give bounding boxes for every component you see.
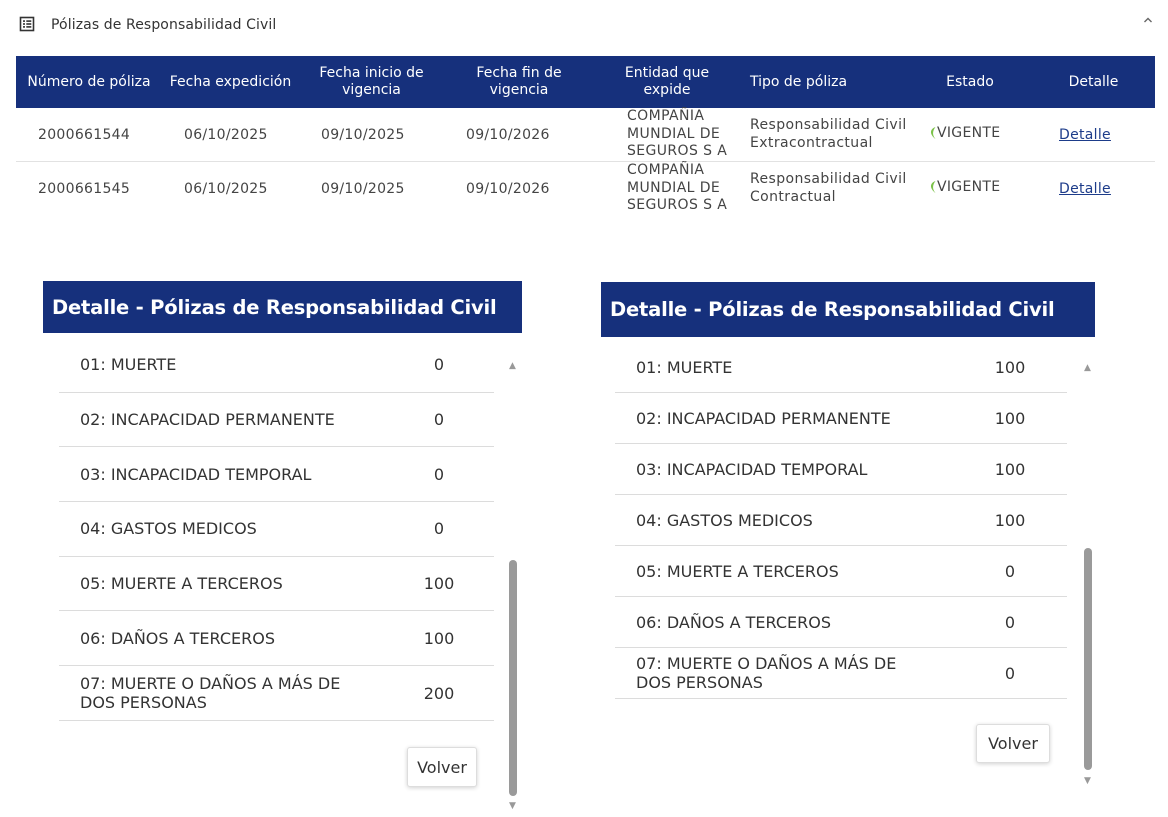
status-badge — [929, 179, 1000, 195]
coverage-row — [59, 557, 494, 612]
policies-table — [16, 56, 1155, 215]
coverage-label: 04: GASTOS MEDICOS — [636, 510, 813, 530]
coverage-row — [59, 502, 494, 557]
coverage-value: 0 — [1004, 612, 1016, 632]
coverage-value: 0 — [433, 355, 445, 375]
col-header-estado[interactable]: Estado — [908, 56, 1032, 108]
scroll-up-arrow-icon[interactable]: ▲ — [509, 361, 516, 371]
coverage-value: 0 — [1004, 663, 1016, 683]
table-header-row — [16, 56, 1155, 108]
status-label: VIGENTE — [937, 179, 1001, 195]
coverage-row — [615, 495, 1067, 546]
detail-cell — [1032, 108, 1155, 162]
policy-type: Responsabilidad Civil Contractual — [750, 171, 907, 205]
policy-number: 2000661544 — [16, 108, 162, 162]
coverage-value: 0 — [433, 519, 445, 539]
coverage-label: 01: MUERTE — [80, 355, 177, 375]
end-date: 09/10/2026 — [466, 180, 550, 197]
chevron-up-icon[interactable] — [1143, 12, 1153, 28]
issuing-entity: COMPAÑIA MUNDIAL DE SEGUROS S A — [594, 108, 740, 162]
policy-number: 2000661545 — [38, 180, 131, 197]
table-row — [16, 108, 1155, 162]
panel-title: Detalle - Pólizas de Responsabilidad Civil — [43, 281, 522, 333]
coverage-row — [59, 393, 494, 448]
status-cell — [908, 108, 1032, 162]
scroll-up-arrow-icon[interactable]: ▲ — [1084, 363, 1091, 373]
table-row — [16, 162, 1155, 216]
issue-date: 06/10/2025 — [184, 180, 268, 197]
detail-cell — [1032, 162, 1155, 216]
coverage-value: 100 — [994, 459, 1026, 479]
coverage-value: 0 — [1004, 561, 1016, 581]
col-header-expedicion[interactable]: Fecha expedición — [162, 56, 299, 108]
coverage-row — [59, 666, 494, 721]
coverage-label: 06: DAÑOS A TERCEROS — [80, 628, 276, 648]
coverage-label: 07: MUERTE O DAÑOS A MÁS DE DOS PERSONAS — [636, 654, 897, 692]
end-date: 09/10/2026 — [444, 108, 594, 162]
coverage-row — [59, 338, 494, 393]
coverage-value: 0 — [433, 410, 445, 430]
status-label: VIGENTE — [937, 125, 1001, 141]
coverage-row — [615, 597, 1067, 648]
coverage-label: 06: DAÑOS A TERCEROS — [636, 612, 832, 632]
coverage-row — [615, 393, 1067, 444]
col-header-tipo[interactable]: Tipo de póliza — [740, 56, 908, 108]
volver-button[interactable]: Volver — [976, 724, 1050, 763]
scroll-down-arrow-icon[interactable]: ▼ — [509, 801, 516, 811]
coverage-row — [615, 444, 1067, 495]
issuing-entity: COMPAÑIA MUNDIAL DE SEGUROS S A — [627, 162, 728, 214]
section-title: Pólizas de Responsabilidad Civil — [51, 17, 277, 33]
scrollbar-thumb[interactable] — [1084, 548, 1092, 770]
coverage-label: 03: INCAPACIDAD TEMPORAL — [80, 464, 312, 484]
start-date: 09/10/2025 — [299, 108, 444, 162]
leaf-icon — [929, 126, 936, 140]
detail-link[interactable]: Detalle — [1059, 126, 1111, 143]
panel-title: Detalle - Pólizas de Responsabilidad Civil — [601, 282, 1095, 337]
coverage-value: 100 — [423, 574, 455, 594]
coverage-row — [615, 342, 1067, 393]
status-cell — [908, 162, 1032, 216]
list-icon — [19, 16, 35, 32]
section-header — [0, 0, 1168, 52]
coverage-value: 0 — [433, 464, 445, 484]
scrollbar-thumb[interactable] — [509, 560, 517, 796]
col-header-detalle[interactable]: Detalle — [1032, 56, 1155, 108]
coverage-label: 02: INCAPACIDAD PERMANENTE — [80, 410, 335, 430]
coverage-value: 100 — [994, 357, 1026, 377]
coverage-label: 01: MUERTE — [636, 357, 733, 377]
start-date: 09/10/2025 — [321, 180, 405, 197]
leaf-icon — [929, 180, 936, 194]
coverage-value: 100 — [423, 628, 455, 648]
col-header-entidad[interactable]: Entidad que expide — [594, 56, 740, 108]
coverage-label: 03: INCAPACIDAD TEMPORAL — [636, 459, 868, 479]
coverage-value: 100 — [994, 408, 1026, 428]
col-header-inicio[interactable]: Fecha inicio de vigencia — [299, 56, 444, 108]
coverage-label: 02: INCAPACIDAD PERMANENTE — [636, 408, 891, 428]
detail-link[interactable]: Detalle — [1059, 180, 1111, 197]
scroll-down-arrow-icon[interactable]: ▼ — [1084, 776, 1091, 786]
coverage-row — [59, 612, 494, 667]
coverage-label: 05: MUERTE A TERCEROS — [636, 561, 839, 581]
policy-type: Responsabilidad Civil Extracontractual — [740, 108, 908, 162]
col-header-numero[interactable]: Número de póliza — [16, 56, 162, 108]
coverage-value: 200 — [423, 683, 455, 703]
coverage-row — [615, 546, 1067, 597]
coverage-label: 04: GASTOS MEDICOS — [80, 519, 257, 539]
coverage-row — [615, 648, 1067, 699]
coverage-row — [59, 447, 494, 502]
col-header-fin[interactable]: Fecha fin de vigencia — [444, 56, 594, 108]
coverage-label: 07: MUERTE O DAÑOS A MÁS DE DOS PERSONAS — [80, 674, 341, 713]
issue-date: 06/10/2025 — [162, 108, 299, 162]
status-badge — [929, 125, 1000, 141]
volver-button[interactable]: Volver — [407, 747, 477, 787]
coverage-value: 100 — [994, 510, 1026, 530]
coverage-label: 05: MUERTE A TERCEROS — [80, 574, 283, 594]
